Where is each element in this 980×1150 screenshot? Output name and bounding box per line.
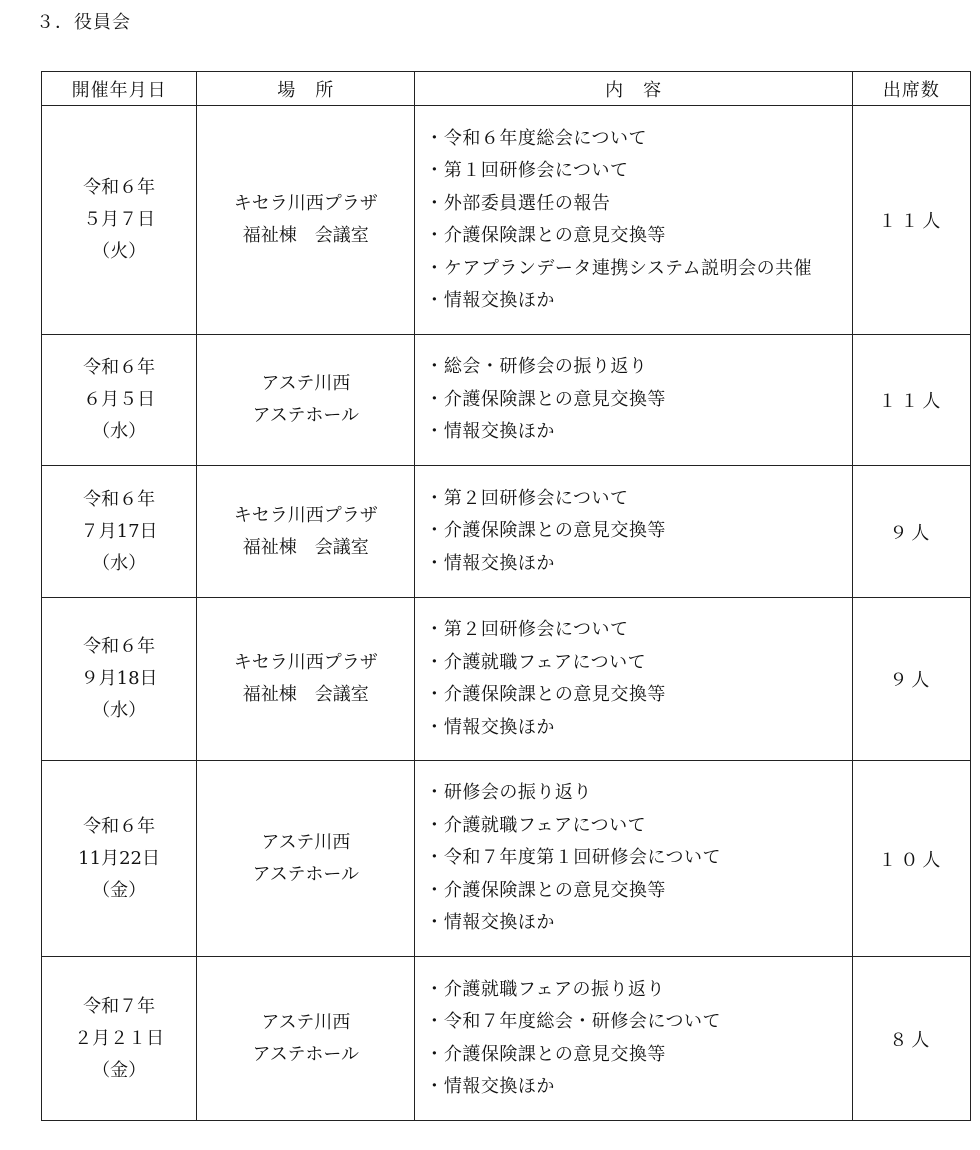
attendance-count: ９人 [852,466,970,598]
content-cell [415,957,852,1121]
agenda-item: ・ 介護保険課との意見交換等 [425,875,851,908]
agenda-item: ・ 情報交換ほか [425,285,851,318]
agenda-item: ・ ケアプランデータ連携システム説明会の共催 [425,253,851,286]
attendance-count: １１人 [852,335,970,466]
date-cell [42,106,197,335]
agenda-item: ・ 情報交換ほか [425,907,851,940]
date-cell [42,957,197,1121]
agenda-item: ・ 外部委員選任の報告 [425,188,851,221]
agenda-list [415,351,851,449]
attendance-count: １１人 [852,106,970,335]
date-cell [42,466,197,598]
table-row [42,106,971,335]
place-line: アステホール [252,863,360,885]
agenda-item: ・ 介護就職フェアについて [425,647,851,680]
content-cell [415,598,852,761]
agenda-item: ・ 第１回研修会について [425,155,851,188]
place-cell [197,761,415,957]
content-cell [415,466,852,598]
agenda-item: ・ 介護保険課との意見交換等 [425,1039,851,1072]
content-cell [415,335,852,466]
date-era-year: 令和６年 [83,177,156,198]
agenda-item: ・ 令和７年度総会・研修会について [425,1006,851,1039]
date-era-year: 令和６年 [83,636,156,657]
date-cell [42,598,197,761]
place-line: アステホール [252,1043,360,1065]
table-row [42,761,971,957]
content-cell [415,761,852,957]
agenda-item: ・ 情報交換ほか [425,1071,851,1104]
place-line: キセラ川西プラザ [233,652,378,673]
table-row [42,335,971,466]
agenda-item: ・ 介護就職フェアの振り返り [425,974,851,1007]
table-header-row [42,72,971,106]
date-weekday: （水） [92,421,147,442]
attendance-count: １０人 [852,761,970,957]
agenda-list [415,777,851,940]
table-row [42,466,971,598]
date-month-day: ７月17日 [80,520,158,542]
date-month-day: ６月５日 [83,389,156,410]
agenda-item: ・ 介護保険課との意見交換等 [425,679,851,712]
agenda-item: ・ 介護保険課との意見交換等 [425,384,851,417]
table-row [42,598,971,761]
place-line: アステ川西 [261,831,351,853]
date-month-day: 11月22日 [78,847,160,869]
agenda-item: ・ 令和７年度第１回研修会について [425,842,851,875]
header-count: 出席数 [852,72,970,106]
date-weekday: （金） [92,1059,147,1081]
place-line: 福祉棟 会議室 [242,225,369,246]
date-weekday: （火） [92,241,147,262]
agenda-item: ・ 令和６年度総会について [425,123,851,156]
content-cell [415,106,852,335]
date-era-year: 令和６年 [83,488,156,510]
date-cell [42,335,197,466]
place-cell [197,466,415,598]
place-cell [197,335,415,466]
date-era-year: 令和７年 [83,995,156,1017]
agenda-item: ・ 第２回研修会について [425,483,851,516]
place-line: 福祉棟 会議室 [242,536,369,558]
place-line: キセラ川西プラザ [233,193,378,214]
agenda-item: ・ 情報交換ほか [425,548,851,581]
place-line: アステホール [252,405,360,426]
place-line: キセラ川西プラザ [233,504,378,526]
date-era-year: 令和６年 [83,815,156,837]
date-weekday: （金） [92,879,147,901]
table-row [42,957,971,1121]
agenda-item: ・ 介護保険課との意見交換等 [425,220,851,253]
agenda-item: ・ 研修会の振り返り [425,777,851,810]
agenda-list [415,614,851,744]
agenda-item: ・ 総会・研修会の振り返り [425,351,851,384]
place-cell [197,106,415,335]
place-line: アステ川西 [261,1011,351,1033]
agenda-list [415,123,851,318]
agenda-item: ・ 介護保険課との意見交換等 [425,515,851,548]
header-content: 内 容 [415,72,852,106]
place-cell [197,957,415,1121]
header-place: 場 所 [197,72,415,106]
agenda-item: ・ 第２回研修会について [425,614,851,647]
attendance-count: ９人 [852,598,970,761]
date-month-day: ５月７日 [83,209,156,230]
date-weekday: （水） [92,700,147,721]
agenda-item: ・ 情報交換ほか [425,712,851,745]
date-cell [42,761,197,957]
place-line: 福祉棟 会議室 [242,684,369,705]
section-title: ３．役員会 [36,12,131,33]
date-weekday: （水） [92,552,147,574]
place-cell [197,598,415,761]
date-era-year: 令和６年 [83,357,156,378]
header-date: 開催年月日 [42,72,197,106]
place-line: アステ川西 [261,373,351,394]
agenda-item: ・ 情報交換ほか [425,416,851,449]
date-month-day: ２月２１日 [74,1027,165,1049]
agenda-list [415,483,851,581]
agenda-list [415,974,851,1104]
date-month-day: ９月18日 [80,668,158,689]
attendance-count: ８人 [852,957,970,1121]
agenda-item: ・ 介護就職フェアについて [425,810,851,843]
meetings-table [41,71,971,1121]
